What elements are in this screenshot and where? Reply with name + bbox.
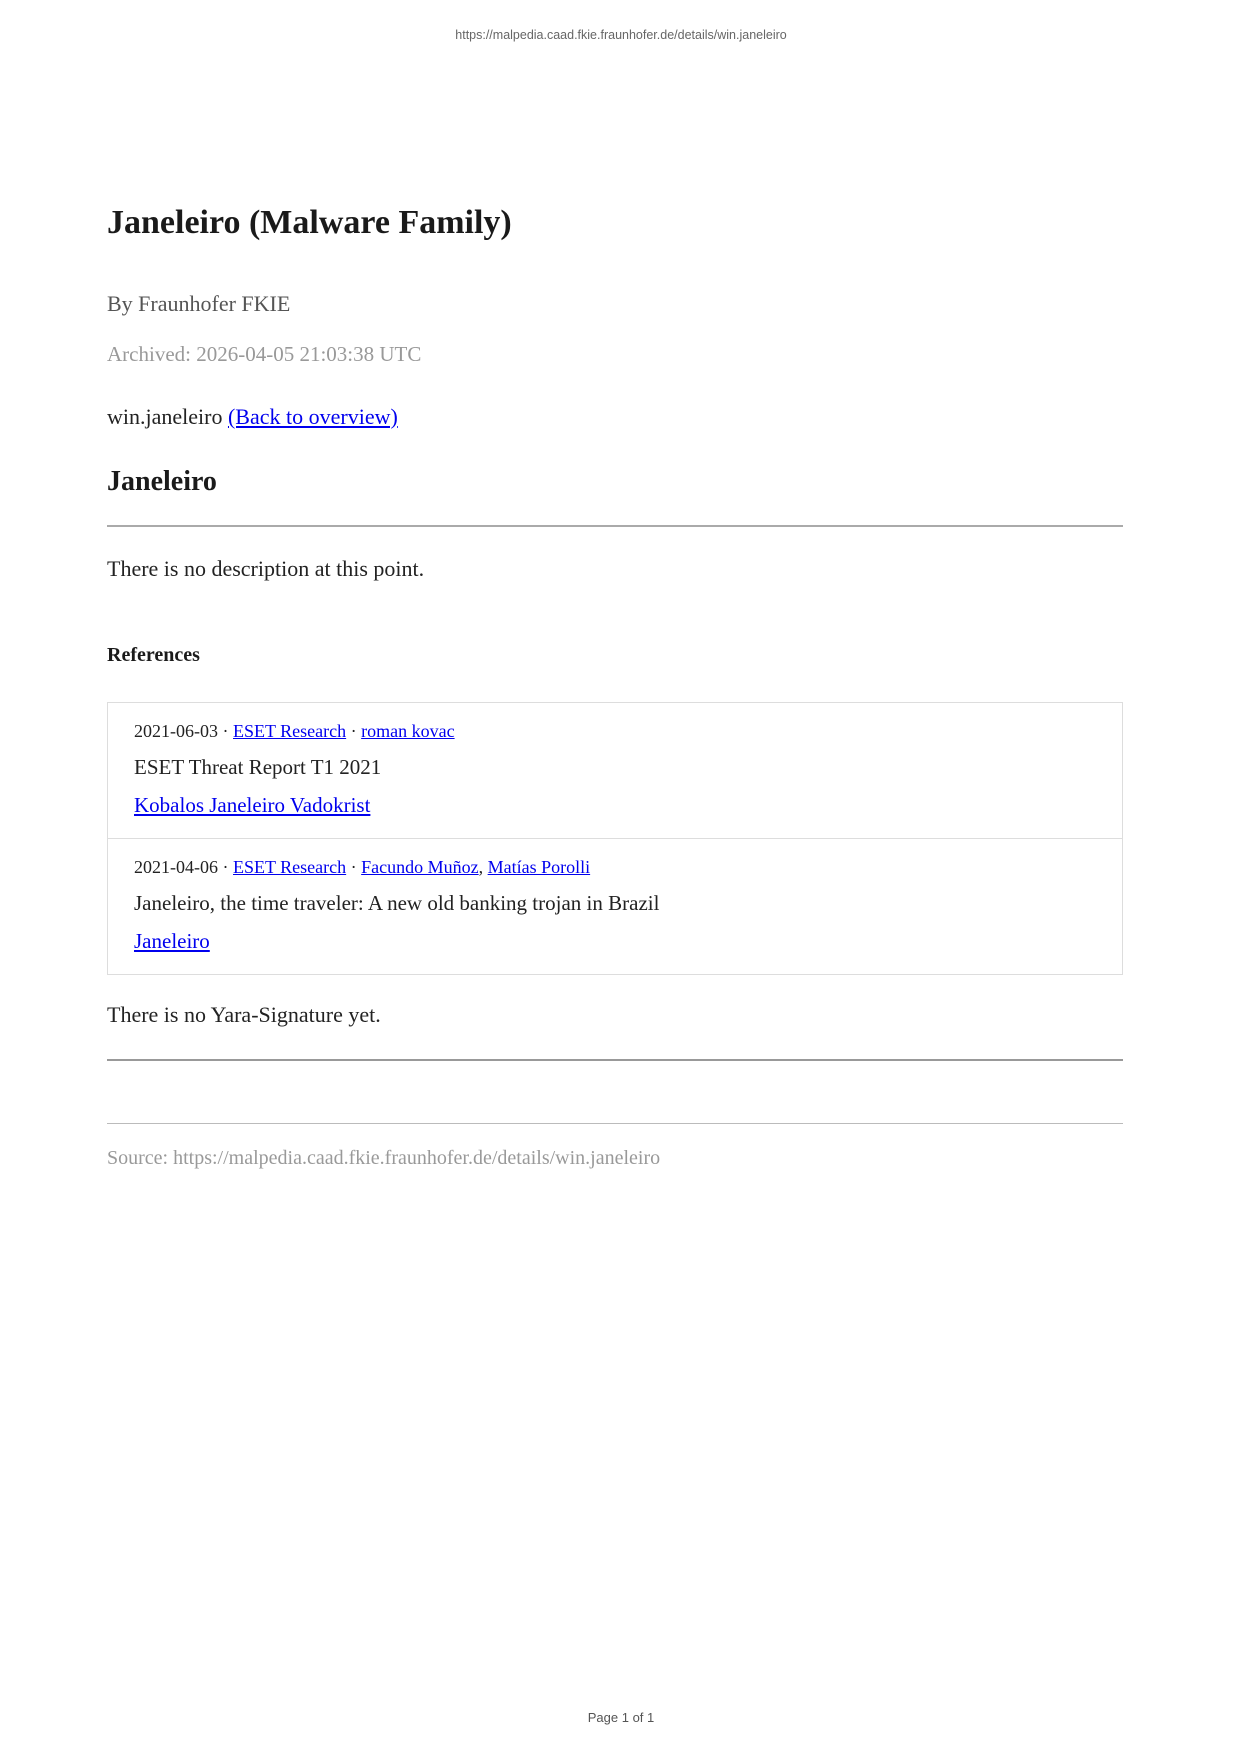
reference-date: 2021-06-03: [134, 720, 218, 741]
reference-meta: [134, 856, 1096, 879]
divider-top: [107, 525, 1123, 527]
divider-bottom: [107, 1123, 1123, 1124]
reference-title: ESET Threat Report T1 2021: [134, 755, 382, 779]
reference-org-link[interactable]: ESET Research: [233, 720, 347, 741]
family-heading: Janeleiro: [107, 465, 217, 497]
reference-title: Janeleiro, the time traveler: A new old banking trojan in Brazil: [134, 891, 660, 915]
archived-timestamp: Archived: 2026-04-05 21:03:38 UTC: [107, 341, 422, 366]
family-id: win.janeleiro: [107, 403, 223, 429]
print-header-url: https://malpedia.caad.fkie.fraunhofer.de/details/win.janeleiro: [455, 28, 787, 42]
description-text: There is no description at this point.: [107, 555, 425, 581]
reference-author-link[interactable]: roman kovac: [361, 720, 455, 741]
reference-article-link[interactable]: Janeleiro: [134, 929, 210, 954]
yara-note: There is no Yara-Signature yet.: [107, 1001, 381, 1027]
meta-separator: ·: [350, 720, 357, 741]
reference-author-link[interactable]: Facundo Muñoz: [361, 856, 479, 877]
reference-date: 2021-04-06: [134, 856, 218, 877]
page-content: [107, 0, 1123, 1170]
page-number: Page 1 of 1: [587, 1710, 655, 1725]
back-to-overview-link[interactable]: (Back to overview): [227, 403, 398, 429]
authors-joiner: ,: [478, 856, 488, 877]
family-id-line: [107, 404, 1123, 430]
references-list: [107, 702, 1123, 975]
meta-separator: ·: [222, 720, 229, 741]
meta-separator: ·: [350, 856, 357, 877]
reference-article-link[interactable]: Kobalos Janeleiro Vadokrist: [134, 793, 371, 818]
page-title: Janeleiro (Malware Family): [107, 204, 512, 241]
reference-card: [107, 702, 1123, 839]
reference-org-link[interactable]: ESET Research: [233, 856, 347, 877]
references-heading: References: [107, 643, 200, 666]
reference-meta: [134, 720, 1096, 743]
byline: By Fraunhofer FKIE: [107, 290, 291, 316]
source-line: Source: https://malpedia.caad.fkie.fraunhofer.de/details/win.janeleiro: [107, 1146, 661, 1169]
reference-author-link[interactable]: Matías Porolli: [487, 856, 591, 877]
reference-card: [107, 838, 1123, 975]
divider-middle: [107, 1059, 1123, 1061]
meta-separator: ·: [222, 856, 229, 877]
